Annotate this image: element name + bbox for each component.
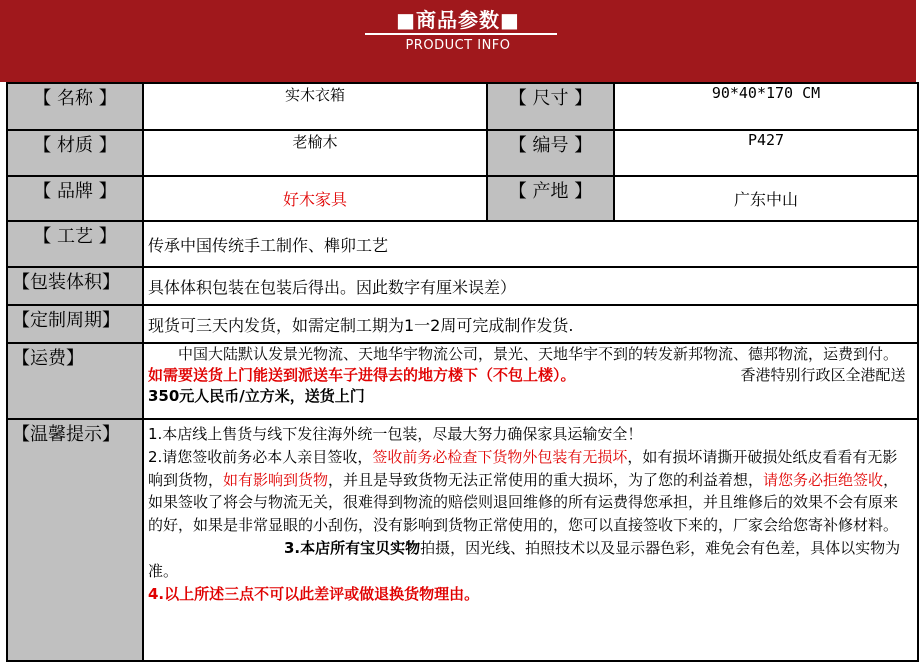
shipping-text xyxy=(144,344,917,407)
table-row xyxy=(7,419,918,661)
material-value: 老榆木 xyxy=(143,130,487,176)
tips-cell xyxy=(143,419,918,661)
package-label: 【包装体积】 xyxy=(7,267,143,305)
name-value: 实木衣箱 xyxy=(143,83,487,130)
craft-label: 【 工艺 】 xyxy=(7,221,143,267)
tips-label: 【温馨提示】 xyxy=(7,419,143,661)
custom-label: 【定制周期】 xyxy=(7,305,143,343)
shipping-hk-price: 350元人民币/立方米，送货上门 xyxy=(148,387,365,405)
header-title: ■商品参数■ xyxy=(396,8,520,32)
spec-table xyxy=(6,82,919,662)
brand-value: 好木家具 xyxy=(143,176,487,221)
origin-label: 【 产地 】 xyxy=(487,176,614,221)
shipping-delivery-note: 如需要送货上门能送到派送车子进得去的地方楼下（不包上楼）。 xyxy=(148,366,576,384)
size-label: 【 尺寸 】 xyxy=(487,83,614,130)
header-divider xyxy=(365,33,557,35)
code-label: 【 编号 】 xyxy=(487,130,614,176)
tip-1: 1.本店线上售货与线下发往海外统一包装，尽最大努力确保家具运输安全！ xyxy=(148,425,643,443)
tips-text xyxy=(144,420,917,605)
table-row xyxy=(7,221,918,267)
custom-value: 现货可三天内发货，如需定制工期为1一2周可完成制作发货. xyxy=(143,305,918,343)
tip-3-rest: 拍摄，因光线、拍照技术以及显示器色彩，难免会有色差，具体以实物为准。 xyxy=(148,538,901,580)
package-value: 具体体积包装在包装后得出。因此数字有厘米误差） xyxy=(143,267,918,305)
tip-4: 4.以上所述三点不可以此差评或做退换货物理由。 xyxy=(148,584,480,603)
table-row xyxy=(7,343,918,419)
origin-value: 广东中山 xyxy=(614,176,918,221)
product-info-header xyxy=(0,0,916,82)
table-row xyxy=(7,267,918,305)
code-value: P427 xyxy=(614,130,918,176)
table-row xyxy=(7,130,918,176)
tip-2: 2.请您签收前务必本人亲目签收，签收前务必检查下货物外包装有无损坏，如有损坏请撕开破损处纸皮看看有无影响到货物，如有影响到货物，并且是导致货物无法正常使用的重大损坏，为了您的利益着想，请您务必拒绝签收，如果签收了将会与物流无关，很难得到物流的赔偿则退回维修的所有运费得您承担，并且维修后的效果不会有原来的好，如果是非常显眼的小刮伤，没有影响到货物正常使用的，您可以直接签收下来的，厂家会给您寄补修材料。3.本店所有宝贝实物拍摄，因光线、拍照技术以及显示器色彩，难免会有色差，具体以实物为准。 xyxy=(148,447,901,580)
material-label: 【 材质 】 xyxy=(7,130,143,176)
tip-3-start: 3.本店所有宝贝实物 xyxy=(284,538,421,557)
brand-label: 【 品牌 】 xyxy=(7,176,143,221)
header-subtitle: PRODUCT INFO xyxy=(405,38,511,53)
shipping-default: 中国大陆默认发景光物流、天地华宇物流公司，景光、天地华宇不到的转发新邦物流、德邦物流，运费到付。 xyxy=(178,345,899,363)
shipping-cell xyxy=(143,343,918,419)
shipping-hk: 香港特别行政区全港配送 xyxy=(740,366,906,384)
table-row xyxy=(7,83,918,130)
table-row xyxy=(7,305,918,343)
size-value: 90*40*170 CM xyxy=(614,83,918,130)
table-row xyxy=(7,176,918,221)
shipping-label: 【运费】 xyxy=(7,343,143,419)
craft-value: 传承中国传统手工制作、榫卯工艺 xyxy=(143,221,918,267)
name-label: 【 名称 】 xyxy=(7,83,143,130)
